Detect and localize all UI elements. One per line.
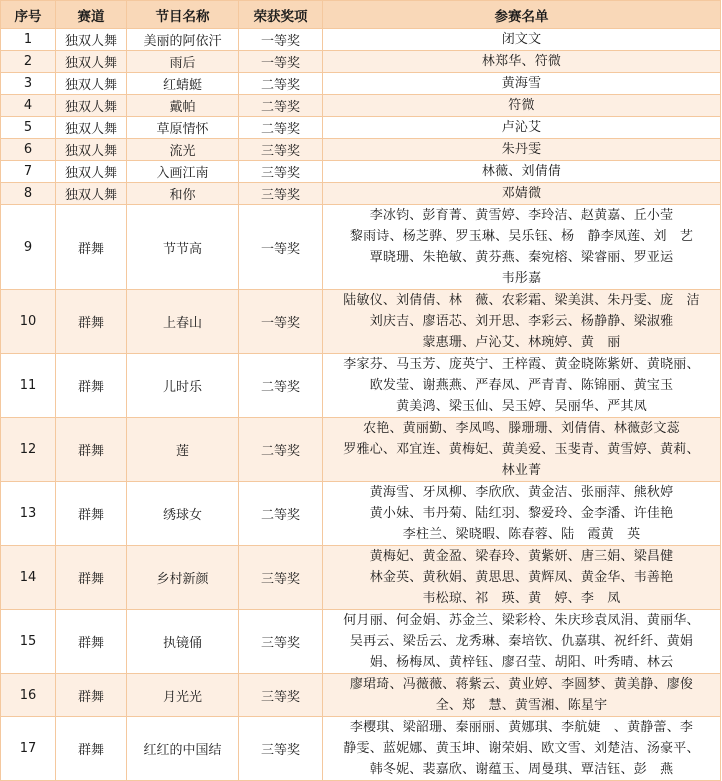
participants-line: 蒙惠珊、卢沁艾、林琬婷、黄 丽 xyxy=(422,335,621,350)
cell-track: 独双人舞 xyxy=(56,29,127,51)
cell-award: 三等奖 xyxy=(239,139,323,161)
participants-line: 黄小妹、韦丹菊、陆红羽、黎爱玲、金李潘、许佳艳 xyxy=(369,506,674,521)
cell-track: 独双人舞 xyxy=(56,73,127,95)
cell-program: 流光 xyxy=(127,139,239,161)
cell-no: 9 xyxy=(1,205,56,290)
table-row xyxy=(1,205,721,290)
cell-participants xyxy=(323,674,721,717)
cell-program: 节节高 xyxy=(127,205,239,290)
cell-program: 红蜻蜓 xyxy=(127,73,239,95)
cell-participants xyxy=(323,73,721,95)
cell-track: 群舞 xyxy=(56,674,127,717)
cell-no: 17 xyxy=(1,717,56,781)
header-no: 序号 xyxy=(1,1,56,29)
cell-no: 8 xyxy=(1,183,56,205)
participants-line: 覃晓珊、朱艳敏、黄芬燕、秦宛榕、梁睿丽、罗亚运 xyxy=(369,250,674,265)
cell-award: 一等奖 xyxy=(239,290,323,354)
header-track: 赛道 xyxy=(56,1,127,29)
cell-participants xyxy=(323,117,721,139)
cell-participants xyxy=(323,205,721,290)
cell-award: 一等奖 xyxy=(239,205,323,290)
participants-line: 林薇、刘倩倩 xyxy=(481,164,562,179)
cell-program: 戴帕 xyxy=(127,95,239,117)
table-row xyxy=(1,610,721,674)
cell-participants xyxy=(323,183,721,205)
cell-participants xyxy=(323,161,721,183)
header-award: 荣获奖项 xyxy=(239,1,323,29)
cell-program: 雨后 xyxy=(127,51,239,73)
cell-track: 独双人舞 xyxy=(56,95,127,117)
cell-program: 月光光 xyxy=(127,674,239,717)
table-row xyxy=(1,73,721,95)
table-row xyxy=(1,95,721,117)
table-row xyxy=(1,482,721,546)
participants-line: 黄海雪、牙凤柳、李欣欣、黄金洁、张丽萍、熊秋婷 xyxy=(369,485,674,500)
table-row xyxy=(1,674,721,717)
table-row xyxy=(1,161,721,183)
cell-program: 儿时乐 xyxy=(127,354,239,418)
cell-no: 10 xyxy=(1,290,56,354)
cell-award: 二等奖 xyxy=(239,482,323,546)
participants-line: 李家芬、马玉芳、庞英宁、王梓霞、黄金晓陈紫妍、黄晓丽、 xyxy=(343,357,700,372)
cell-participants xyxy=(323,418,721,482)
cell-award: 二等奖 xyxy=(239,95,323,117)
participants-line: 林业菁 xyxy=(501,463,542,478)
cell-track: 群舞 xyxy=(56,205,127,290)
cell-track: 独双人舞 xyxy=(56,139,127,161)
cell-program: 入画江南 xyxy=(127,161,239,183)
participants-line: 农艳、黄丽勤、李凤鸣、滕珊珊、刘倩倩、林薇彭文蕊 xyxy=(363,421,680,436)
cell-program: 红红的中国结 xyxy=(127,717,239,781)
cell-no: 3 xyxy=(1,73,56,95)
cell-participants xyxy=(323,51,721,73)
participants-line: 全、郑 慧、黄雪湘、陈星宇 xyxy=(435,698,608,713)
cell-track: 群舞 xyxy=(56,418,127,482)
cell-participants xyxy=(323,717,721,781)
cell-track: 群舞 xyxy=(56,546,127,610)
participants-line: 朱丹雯 xyxy=(501,142,542,157)
cell-participants xyxy=(323,95,721,117)
cell-track: 独双人舞 xyxy=(56,117,127,139)
participants-line: 黎雨诗、杨芝骅、罗玉琳、吴乐钰、杨 静李凤莲、刘 艺 xyxy=(349,229,694,244)
table-row xyxy=(1,546,721,610)
cell-participants xyxy=(323,290,721,354)
participants-line: 卢沁艾 xyxy=(501,120,542,135)
participants-line: 邓婧微 xyxy=(501,186,542,201)
participants-line: 林郑华、符微 xyxy=(481,54,562,69)
cell-award: 三等奖 xyxy=(239,717,323,781)
cell-no: 14 xyxy=(1,546,56,610)
header-program: 节目名称 xyxy=(127,1,239,29)
cell-no: 1 xyxy=(1,29,56,51)
cell-no: 2 xyxy=(1,51,56,73)
participants-line: 韦松琼、祁 瑛、黄 婷、李 凤 xyxy=(422,591,621,606)
cell-program: 美丽的阿依汗 xyxy=(127,29,239,51)
table-row xyxy=(1,117,721,139)
table-row xyxy=(1,717,721,781)
participants-line: 廖珺琦、冯薇薇、蒋紫云、黄业婷、李圆梦、黄美静、廖俊 xyxy=(349,677,694,692)
table-row xyxy=(1,354,721,418)
cell-track: 群舞 xyxy=(56,354,127,418)
cell-no: 4 xyxy=(1,95,56,117)
cell-no: 11 xyxy=(1,354,56,418)
participants-line: 静雯、蓝妮娜、黄玉坤、谢荣娟、欧文雪、刘楚洁、汤豪平、 xyxy=(343,741,700,756)
cell-no: 5 xyxy=(1,117,56,139)
cell-participants xyxy=(323,139,721,161)
participants-line: 何月丽、何金娟、苏金兰、梁彩柃、朱庆珍袁凤涓、黄丽华、 xyxy=(343,613,700,628)
cell-program: 执镜俑 xyxy=(127,610,239,674)
cell-no: 13 xyxy=(1,482,56,546)
cell-no: 15 xyxy=(1,610,56,674)
participants-line: 黄梅妃、黄金盈、梁春玲、黄紫妍、唐三娟、梁昌健 xyxy=(369,549,674,564)
cell-track: 独双人舞 xyxy=(56,183,127,205)
participants-line: 欧发莹、谢燕燕、严春凤、严青青、陈锦丽、黄宝玉 xyxy=(369,378,674,393)
cell-participants xyxy=(323,610,721,674)
cell-program: 莲 xyxy=(127,418,239,482)
participants-line: 符微 xyxy=(508,98,535,113)
header-participants: 参赛名单 xyxy=(323,1,721,29)
cell-participants xyxy=(323,482,721,546)
table-body xyxy=(1,29,721,781)
participants-line: 吴再云、梁岳云、龙秀琳、秦培钦、仇嘉琪、祝纤纤、黄娟 xyxy=(349,634,694,649)
cell-program: 和你 xyxy=(127,183,239,205)
cell-award: 三等奖 xyxy=(239,610,323,674)
participants-line: 韩冬妮、裴嘉欣、谢蕴玉、周曼琪、覃洁钰、彭 燕 xyxy=(369,762,674,777)
cell-award: 二等奖 xyxy=(239,418,323,482)
participants-line: 黄海雪 xyxy=(501,76,542,91)
cell-program: 乡村新颜 xyxy=(127,546,239,610)
cell-award: 三等奖 xyxy=(239,546,323,610)
cell-participants xyxy=(323,29,721,51)
cell-award: 三等奖 xyxy=(239,183,323,205)
cell-program: 上春山 xyxy=(127,290,239,354)
cell-award: 一等奖 xyxy=(239,51,323,73)
header-row xyxy=(1,1,721,29)
table-row xyxy=(1,290,721,354)
participants-line: 李冰钧、彭育菁、黄雪婷、李玲洁、赵黄嘉、丘小莹 xyxy=(369,208,674,223)
cell-award: 二等奖 xyxy=(239,73,323,95)
participants-line: 林金英、黄秋娟、黄思思、黄辉凤、黄金华、韦善艳 xyxy=(369,570,674,585)
cell-award: 三等奖 xyxy=(239,674,323,717)
participants-line: 闭文文 xyxy=(501,32,542,47)
participants-line: 娟、杨梅凤、黄梓钰、廖召莹、胡阳、叶秀晴、林云 xyxy=(369,655,674,670)
cell-no: 7 xyxy=(1,161,56,183)
cell-track: 群舞 xyxy=(56,717,127,781)
cell-no: 6 xyxy=(1,139,56,161)
cell-award: 一等奖 xyxy=(239,29,323,51)
cell-participants xyxy=(323,354,721,418)
cell-track: 独双人舞 xyxy=(56,161,127,183)
participants-line: 陆敏仪、刘倩倩、林 薇、农彩霜、梁美淇、朱丹雯、庞 洁 xyxy=(343,293,700,308)
cell-no: 12 xyxy=(1,418,56,482)
cell-track: 群舞 xyxy=(56,610,127,674)
table-row xyxy=(1,139,721,161)
table-row xyxy=(1,51,721,73)
participants-line: 刘庆吉、廖语芯、刘开思、李彩云、杨静静、梁淑雅 xyxy=(369,314,674,329)
cell-track: 群舞 xyxy=(56,482,127,546)
cell-program: 草原情怀 xyxy=(127,117,239,139)
cell-participants xyxy=(323,546,721,610)
cell-no: 16 xyxy=(1,674,56,717)
participants-line: 李柱兰、梁晓暇、陈春蓉、陆 霞黄 英 xyxy=(402,527,641,542)
cell-track: 群舞 xyxy=(56,290,127,354)
table-header xyxy=(1,1,721,29)
participants-line: 李樱琪、梁韶珊、秦丽丽、黄娜琪、李航婕 、黄静蕾、李 xyxy=(349,720,694,735)
participants-line: 罗雅心、邓宜连、黄梅妃、黄美爱、玉斐青、黄雪婷、黄莉、 xyxy=(343,442,700,457)
table-row xyxy=(1,29,721,51)
cell-award: 二等奖 xyxy=(239,117,323,139)
participants-line: 黄美鸿、梁玉仙、吴玉婷、吴丽华、严其凤 xyxy=(396,399,647,414)
cell-award: 三等奖 xyxy=(239,161,323,183)
cell-track: 独双人舞 xyxy=(56,51,127,73)
table-row xyxy=(1,183,721,205)
cell-award: 二等奖 xyxy=(239,354,323,418)
table-row xyxy=(1,418,721,482)
cell-program: 绣球女 xyxy=(127,482,239,546)
participants-line: 韦彤嘉 xyxy=(501,271,542,286)
